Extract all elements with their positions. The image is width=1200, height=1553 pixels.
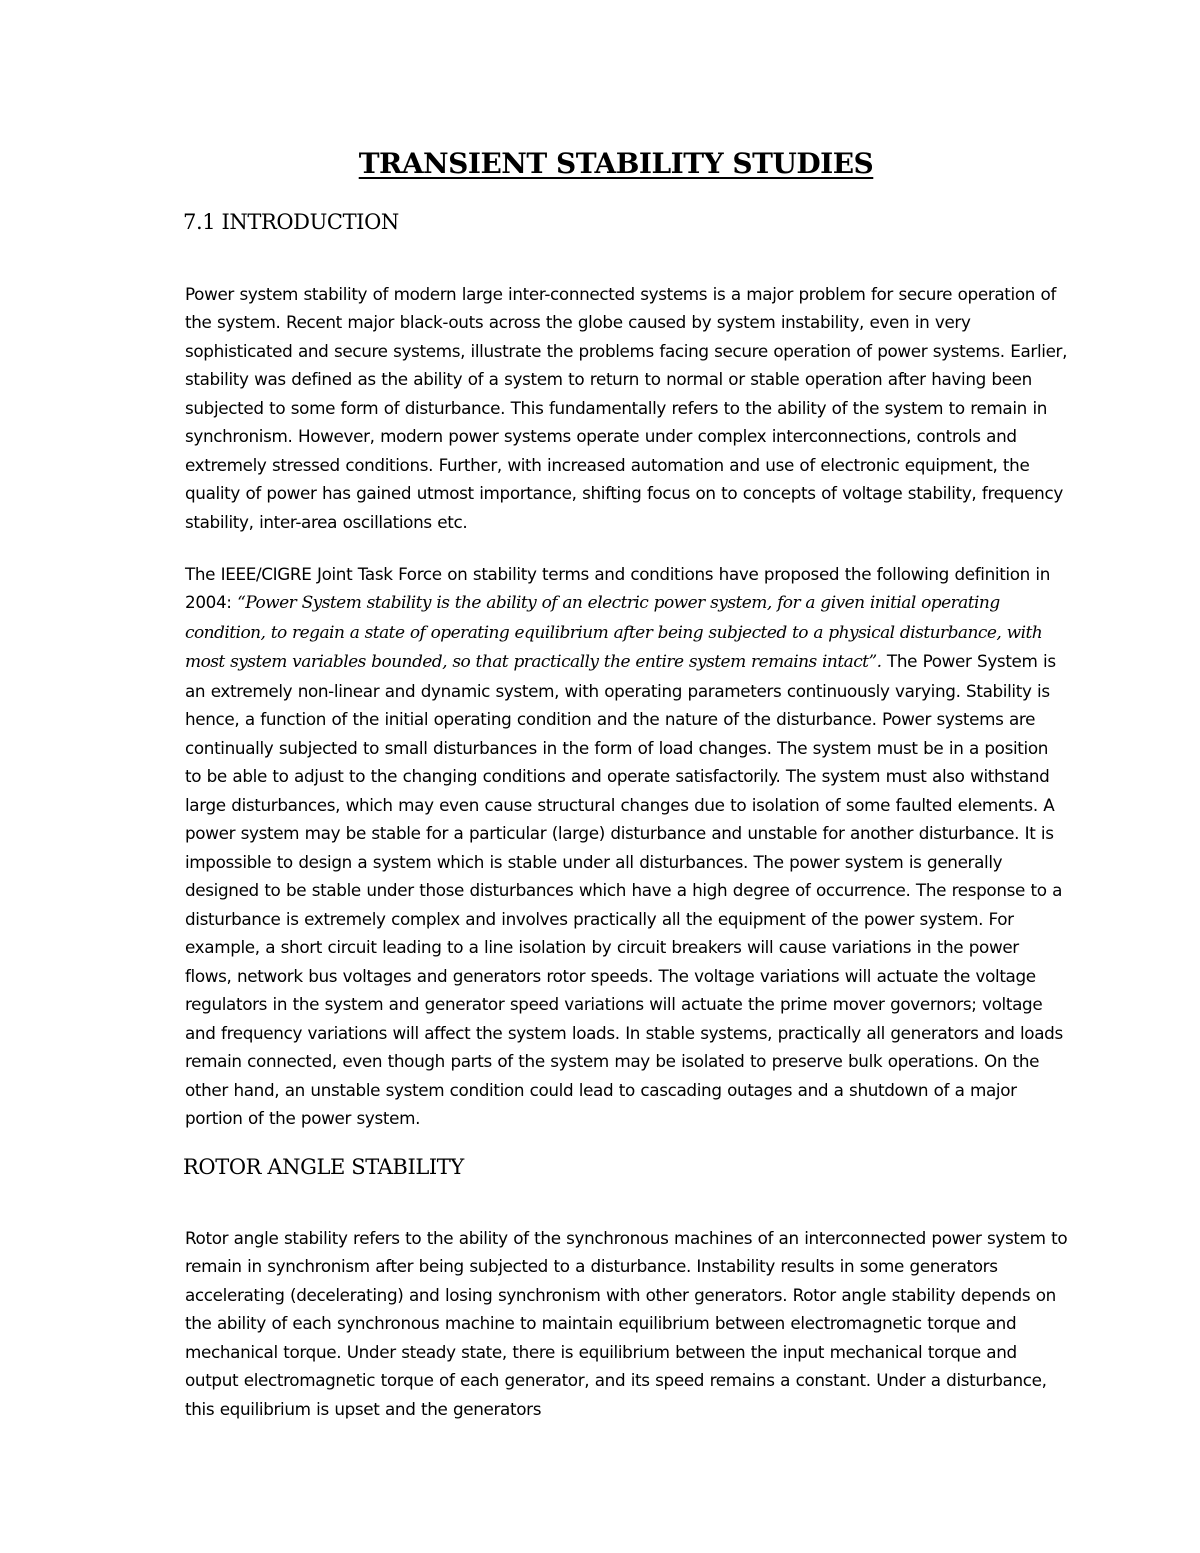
paragraph-definition-rest: The Power System is an extremely non-linear and dynamic system, with operating parameters continuously varying. Stability is hence, a function of the initial operating condition and the nature of the disturbance. Power systems are continually subjected to small disturbances in the form of load changes. The system must be in a position to be able to adjust to the changing conditions and operate satisfactorily. The system must also withstand large disturbances, which may even cause structural changes due to isolation of some faulted elements. A power system may be stable for a particular (large) disturbance and unstable for another disturbance. It is impossible to design a system which is stable under all disturbances. The power system is generally designed to be stable under those disturbances which have a high degree of occurrence. The response to a disturbance is extremely complex and involves practically all the equipment of the power system. For example, a short circuit leading to a line isolation by circuit breakers will cause variations in the power flows, network bus voltages and generators rotor speeds. The voltage variations will actuate the voltage regulators in the system and generator speed variations will actuate the prime mover governors; voltage and frequency variations will affect the system loads. In stable systems, practically all generators and loads remain connected, even though parts of the system may be isolated to preserve bulk operations. On the other hand, an unstable system condition could lead to cascading outages and a shutdown of a major portion of the power system. <box>185 651 1063 1129</box>
section-heading-rotor-angle-stability: ROTOR ANGLE STABILITY <box>183 1155 464 1179</box>
paragraph-definition <box>185 560 1069 1133</box>
definition-quote: “Power System stability is the ability of an electric power system, for a given initial operating condition, to regain a state of operating equilibrium after being subjected to a physical disturbance, with most system variables bounded, so that practically the entire system remains intact”. <box>185 593 1043 673</box>
paragraph-introduction: Power system stability of modern large inter-connected systems is a major problem for secure operation of the system. Recent major black-outs across the globe caused by system instability, even in very sophisticated and secure systems, illustrate the problems facing secure operation of power systems. Earlier, stability was defined as the ability of a system to return to normal or stable operation after having been subjected to some form of disturbance. This fundamentally refers to the ability of the system to remain in synchronism. However, modern power systems operate under complex interconnections, controls and extremely stressed conditions. Further, with increased automation and use of electronic equipment, the quality of power has gained utmost importance, shifting focus on to concepts of voltage stability, frequency stability, inter-area oscillations etc. <box>185 283 1068 532</box>
paragraph-definition-lead: The IEEE/CIGRE Joint Task Force on stability terms and conditions have proposed the following definition in 2004: <box>185 563 1051 613</box>
section-heading-introduction: 7.1 INTRODUCTION <box>183 210 399 234</box>
document-title: TRANSIENT STABILITY STUDIES <box>358 147 874 180</box>
paragraph-rotor-angle-stability: Rotor angle stability refers to the ability of the synchronous machines of an interconnected power system to remain in synchronism after being subjected to a disturbance. Instability results in some generators accelerating (decelerating) and losing synchronism with other generators. Rotor angle stability depends on the ability of each synchronous machine to maintain equilibrium between electromagnetic torque and mechanical torque. Under steady state, there is equilibrium between the input mechanical torque and output electromagnetic torque of each generator, and its speed remains a constant. Under a disturbance, this equilibrium is upset and the generators <box>185 1227 1068 1419</box>
